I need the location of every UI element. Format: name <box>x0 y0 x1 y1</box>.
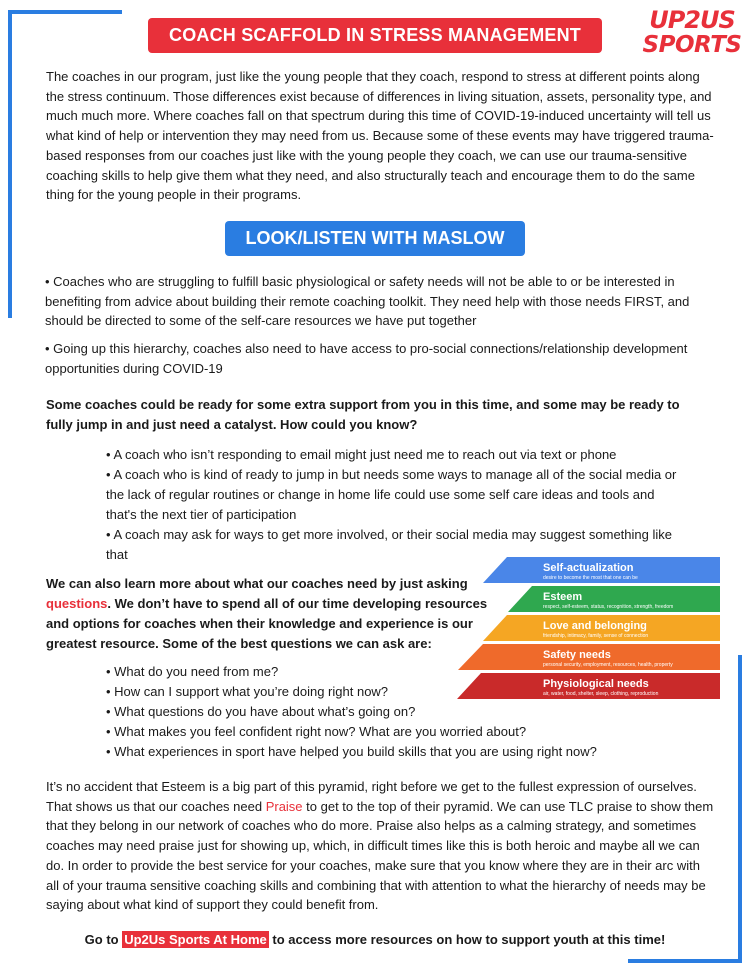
intro-paragraph: The coaches in our program, just like the young people that they coach, respond to stress at different points along the stress continuum. Those differences exist because of differences in living situation, assets, personality type, and much much more. Where coaches fall on that spectrum during this time of COVID-19-induced uncertainty will tell us what kind of help or intervention they may need from us. Because some of these events may have triggered trauma-based responses from our coaches just like with the young people they coach, we can use our trauma-sensitive coaching skills to help give them what they need, and also structurally teach and encourage them to do the same thing for the young people in their programs. <box>46 69 714 203</box>
logo-line-2: SPORTS <box>642 32 742 58</box>
footer-cta <box>0 932 750 947</box>
list-item: • A coach may ask for ways to get more involved, or their social media may suggest something like that <box>106 527 672 562</box>
frame-accent-top <box>8 10 122 14</box>
pyramid-sub-3: personal security, employment, resources, health, property <box>543 662 673 668</box>
maslow-pyramid <box>457 557 720 700</box>
list-item: • What experiences in sport have helped you build skills that you are using right now? <box>106 744 597 759</box>
learn-text-before: We can also learn more about what our coaches need by just asking <box>46 576 468 591</box>
pyramid-sub-1: respect, self-esteem, status, recognition, strength, freedom <box>543 604 674 610</box>
learn-text-after: . We don’t have to spend all of our time developing resources and options for coaches when their knowledge and experience is our greatest resource. Some of the best questions we can ask are: <box>46 596 488 651</box>
logo-line-1: UP2US <box>649 6 735 34</box>
praise-link[interactable]: Praise <box>265 798 303 814</box>
questions-link[interactable]: questions <box>46 596 108 611</box>
frame-accent-right <box>738 655 742 963</box>
pyramid-label-4: Physiological needs <box>543 678 649 690</box>
list-item: • A coach who is kind of ready to jump in but needs some ways to manage all of the social media or the lack of regular routines or change in home life could use some self care ideas and tools and that's the next tier of participation <box>106 467 677 522</box>
readiness-list <box>106 445 686 565</box>
pyramid-sub-2: friendship, intimacy, family, sense of connection <box>543 633 649 639</box>
esteem-paragraph <box>46 777 714 915</box>
list-item: • What questions do you have about what’s going on? <box>106 704 416 719</box>
list-item: • What do you need from me? <box>106 664 279 679</box>
esteem-text-before: It’s no accident that Esteem is a big part of this pyramid, right before we get to the fullest expression of ourselves. That shows us that our coaches need <box>46 779 697 814</box>
list-item: • What makes you feel confident right now? What are you worried about? <box>106 724 527 739</box>
pyramid-label-0: Self-actualization <box>543 562 634 574</box>
pyramid-label-2: Love and belonging <box>543 620 647 632</box>
list-item: • How can I support what you’re doing right now? <box>106 684 389 699</box>
esteem-text-after: to get to the top of their pyramid. We can use TLC praise to show them that they belong in our network of coaches who do more. Praise also helps as a calming strategy, and sometimes coaches may need praise just for showing up, which, in difficult times like this is both heroic and maybe all we can do. In order to provide the best service for your coaches, make sure that you know where they are in their arc with all of your trauma sensitive coaching skills and combining that with attention to what the hierarchy of needs may be saying about what kind of support they could benefit from. <box>46 798 714 913</box>
pyramid-label-3: Safety needs <box>543 649 611 661</box>
frame-accent-bottom <box>628 959 742 963</box>
up2us-sports-logo <box>642 8 742 57</box>
page-title: COACH SCAFFOLD IN STRESS MANAGEMENT <box>148 18 602 53</box>
pyramid-label-1: Esteem <box>543 591 583 603</box>
up2us-at-home-link[interactable]: Up2Us Sports At Home <box>124 932 267 947</box>
maslow-bullet-physiological: • Coaches who are struggling to fulfill basic physiological or safety needs will not be able to or be interested in benefiting from advice about building their remote coaching toolkit. They need help with those needs FIRST, and should be directed to some of the self-care resources we have put together <box>45 274 690 329</box>
pyramid-sub-4: air, water, food, shelter, sleep, clothing, reproduction <box>543 691 659 697</box>
learn-paragraph <box>46 574 501 654</box>
footer-text-before: Go to <box>84 932 123 947</box>
list-item: • A coach who isn’t responding to email might just need me to reach out via text or phone <box>106 447 617 462</box>
readiness-question: Some coaches could be ready for some extra support from you in this time, and some may be ready to fully jump in and just need a catalyst. How could you know? <box>46 397 680 432</box>
frame-accent-left <box>8 10 12 318</box>
maslow-heading: LOOK/LISTEN WITH MASLOW <box>225 221 525 256</box>
pyramid-sub-0: desire to become the most that one can be <box>543 575 638 581</box>
footer-text-after: to access more resources on how to support youth at this time! <box>268 932 666 947</box>
maslow-bullet-hierarchy: • Going up this hierarchy, coaches also need to have access to pro-social connections/relationship development opportunities during COVID-19 <box>45 341 688 376</box>
